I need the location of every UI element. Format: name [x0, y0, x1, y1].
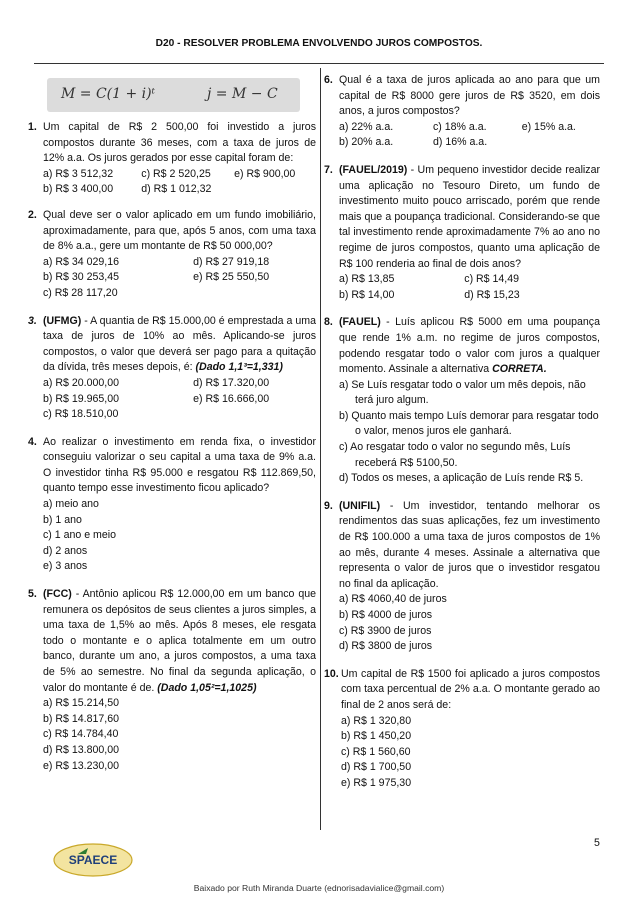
formula-interest: j = M − C — [207, 86, 278, 102]
download-footer: Baixado por Ruth Miranda Duarte (ednorisadavialice@gmail.com) — [193, 883, 445, 893]
option-c: c) R$ 14,49 — [464, 273, 520, 286]
question-text: - A quantia de R$ 15.000,00 é emprestada a uma taxa de juros de 10% ao mês. Aplicando-se juros compostos, o valor que deverá ser pago para a quitação da dívida, três meses depois, é: — [43, 314, 316, 374]
option-a: a) R$ 15.214,50 — [43, 697, 119, 710]
spaece-logo — [52, 842, 134, 878]
question-number: 2. — [28, 208, 37, 221]
option-b: b) R$ 30 253,45 — [43, 271, 119, 284]
question-4 — [28, 435, 316, 575]
option-d: d) R$ 1 700,50 — [341, 761, 412, 774]
option-d: d) Todos os meses, a aplicação de Luís rende R$ 5. — [339, 472, 584, 485]
option-d: d) R$ 27 919,18 — [193, 255, 270, 268]
question-number: 7. — [324, 163, 333, 176]
option-e: e) 15% a.a. — [521, 120, 576, 133]
page-header-title: D20 - RESOLVER PROBLEMA ENVOLVENDO JUROS COMPOSTOS. — [155, 38, 483, 49]
question-stem — [43, 314, 316, 376]
question-stem — [339, 315, 600, 377]
question-8 — [324, 315, 600, 487]
option-b: b) Quanto mais tempo Luís demorar para resgatar todo o valor, menos juros ele ganhará. — [339, 409, 599, 438]
question-stem: Ao realizar o investimento em renda fixa, o investidor conseguiu valorizar o seu capital a uma taxa de 9% a.a. O investidor tinha R$ 95.000 e resgatou R$ 112.869,50, quanto tempo esse investimento ficou aplicado? — [43, 435, 316, 495]
question-stem — [339, 499, 600, 593]
question-stem: Qual deve ser o valor aplicado em um fundo imobiliário, aproximadamente, para que, após 5 anos, com uma taxa de 8% a.a., gere um montante de R$ 50 000,00? — [43, 208, 316, 253]
question-number: 5. — [28, 588, 37, 601]
option-b: b) R$ 19.965,00 — [43, 392, 119, 405]
option-c: c) R$ 2 520,25 — [141, 167, 211, 180]
option-a: a) R$ 20.000,00 — [43, 376, 119, 389]
option-c: c) R$ 18.510,00 — [43, 408, 119, 421]
option-b: b) R$ 1 450,20 — [341, 730, 412, 743]
option-e: e) R$ 16.666,00 — [193, 392, 270, 405]
option-a: a) 22% a.a. — [339, 120, 394, 133]
question-2 — [28, 208, 316, 302]
question-number: 3. — [28, 314, 37, 327]
formula-box — [47, 78, 300, 112]
question-stem: Um capital de R$ 1500 foi aplicado a juros compostos com taxa percentual de 2% a.a. O montante gerado ao final de 2 anos será de: — [341, 667, 600, 711]
option-e: e) 3 anos — [43, 560, 88, 573]
options-grid — [339, 272, 600, 303]
column-divider — [320, 68, 321, 830]
option-c: c) 18% a.a. — [432, 120, 487, 133]
option-b: b) R$ 3 400,00 — [43, 183, 114, 196]
option-e: e) R$ 900,00 — [234, 167, 296, 180]
option-b: b) R$ 14.817,60 — [43, 712, 119, 725]
option-c: c) Ao resgatar todo o valor no segundo mês, Luís receberá R$ 5100,50. — [339, 441, 571, 469]
option-e: e) R$ 1 975,30 — [341, 776, 412, 789]
header-rule — [34, 63, 604, 64]
option-a: a) meio ano — [43, 498, 99, 511]
option-b: b) R$ 4000 de juros — [339, 609, 433, 621]
question-5 — [28, 587, 316, 774]
question-source: (UFMG) — [43, 314, 82, 327]
option-d: d) 2 anos — [43, 544, 88, 557]
question-10 — [324, 667, 600, 792]
page-number: 5 — [594, 837, 600, 849]
question-number: 8. — [324, 316, 333, 329]
question-hint: (Dado 1,1³=1,331) — [195, 361, 283, 374]
question-number: 4. — [28, 435, 37, 448]
question-6 — [324, 73, 600, 151]
option-c: c) R$ 28 117,20 — [43, 286, 118, 299]
question-text: - Antônio aplicou R$ 12.000,00 em um banco que remunera os depósitos de seus clientes a juros simples, a uma taxa de 1,5% ao mês. Após 8 meses, ele resgata todo o montante e o aplica totalmente em um outro banco, durante um ano, a juros compostos, a uma taxa de 5% ao semestre. No final da segunda aplicação, o valor do montante é de. — [43, 588, 316, 694]
options-grid — [43, 167, 316, 198]
question-source: (FAUEL/2019) — [339, 163, 408, 176]
option-a: a) R$ 13,85 — [339, 273, 395, 286]
option-c: c) 1 ano e meio — [43, 529, 117, 542]
options-grid — [43, 255, 316, 302]
option-d: d) R$ 17.320,00 — [193, 376, 270, 389]
question-7 — [324, 163, 600, 303]
left-column — [28, 120, 316, 783]
option-d: d) R$ 15,23 — [464, 288, 520, 301]
option-b: b) 20% a.a. — [339, 136, 394, 149]
question-stem — [339, 163, 600, 272]
question-number: 10. — [324, 667, 339, 680]
option-d: d) R$ 13.800,00 — [43, 743, 119, 756]
question-number: 9. — [324, 499, 333, 512]
question-number: 6. — [324, 74, 333, 86]
right-column — [324, 73, 600, 801]
option-c: c) R$ 14.784,40 — [43, 728, 119, 741]
question-stem — [43, 587, 316, 696]
question-hint: (Dado 1,05²=1,1025) — [157, 681, 257, 694]
option-a: a) R$ 1 320,80 — [341, 714, 412, 727]
option-d: d) 16% a.a. — [432, 136, 488, 149]
question-source: (UNIFIL) — [339, 499, 381, 512]
question-text: - Luís aplicou R$ 5000 em uma poupança que rende 1% a.m. no regime de juros compostos, podendo resgatar todo o valor com juros a qualquer momento. Assinale a alternativa — [339, 316, 600, 376]
question-1 — [28, 120, 316, 198]
option-b: b) R$ 14,00 — [339, 288, 395, 301]
question-stem: Qual é a taxa de juros aplicada ao ano para que um capital de R$ 8000 gere juros de R$ 3520, em dois anos, a juros compostos? — [339, 74, 600, 118]
question-3 — [28, 314, 316, 423]
question-text: - Um pequeno investidor decide realizar uma aplicação no Tesouro Direto, um fundo de investimento muito pouco arriscado, porém que rende mais que a poupança tradicional. Considerando-se que tal investimento rende aproximadamente 7% ao ano no regime de juros compostos, quanto uma aplicação de R$ 100 renderia ao final de dois anos? — [339, 163, 600, 270]
question-9 — [324, 499, 600, 655]
option-a: a) R$ 4060,40 de juros — [339, 593, 447, 606]
question-stem: Um capital de R$ 2 500,00 foi investido a juros compostos durante 36 meses, com a taxa de juros de 12% a.a. Os juros gerados por esse capital foram de: — [43, 121, 316, 165]
question-emphasis: CORRETA. — [492, 363, 547, 376]
option-b: b) 1 ano — [43, 513, 82, 526]
formula-compound-amount: M = C(1 + i)ᵗ — [61, 86, 156, 102]
question-source: (FCC) — [43, 588, 72, 601]
question-number: 1. — [28, 121, 37, 133]
option-a: a) Se Luís resgatar todo o valor um mês depois, não terá juro algum. — [339, 378, 586, 407]
question-text: - Um investidor, tentando melhorar os rendimentos das suas aplicações, fez um investimento de R$ 100.000 a uma taxa de juros compostos de 1% ao mês, durante 4 meses. Assinale a alternativa que representa o valor de juros que o investidor resgatou no final da aplicação. — [339, 499, 600, 590]
option-d: d) R$ 3800 de juros — [339, 640, 433, 653]
option-e: e) R$ 13.230,00 — [43, 759, 119, 772]
option-e: e) R$ 25 550,50 — [193, 271, 270, 284]
option-c: c) R$ 3900 de juros — [339, 624, 432, 637]
option-a: a) R$ 34 029,16 — [43, 255, 119, 268]
option-c: c) R$ 1 560,60 — [341, 745, 411, 758]
option-a: a) R$ 3 512,32 — [43, 167, 114, 180]
question-source: (FAUEL) — [339, 316, 381, 329]
option-d: d) R$ 1 012,32 — [141, 183, 212, 196]
svg-text:SPAECE: SPAECE — [68, 853, 118, 867]
options-grid — [339, 120, 600, 151]
options-grid — [43, 376, 316, 423]
